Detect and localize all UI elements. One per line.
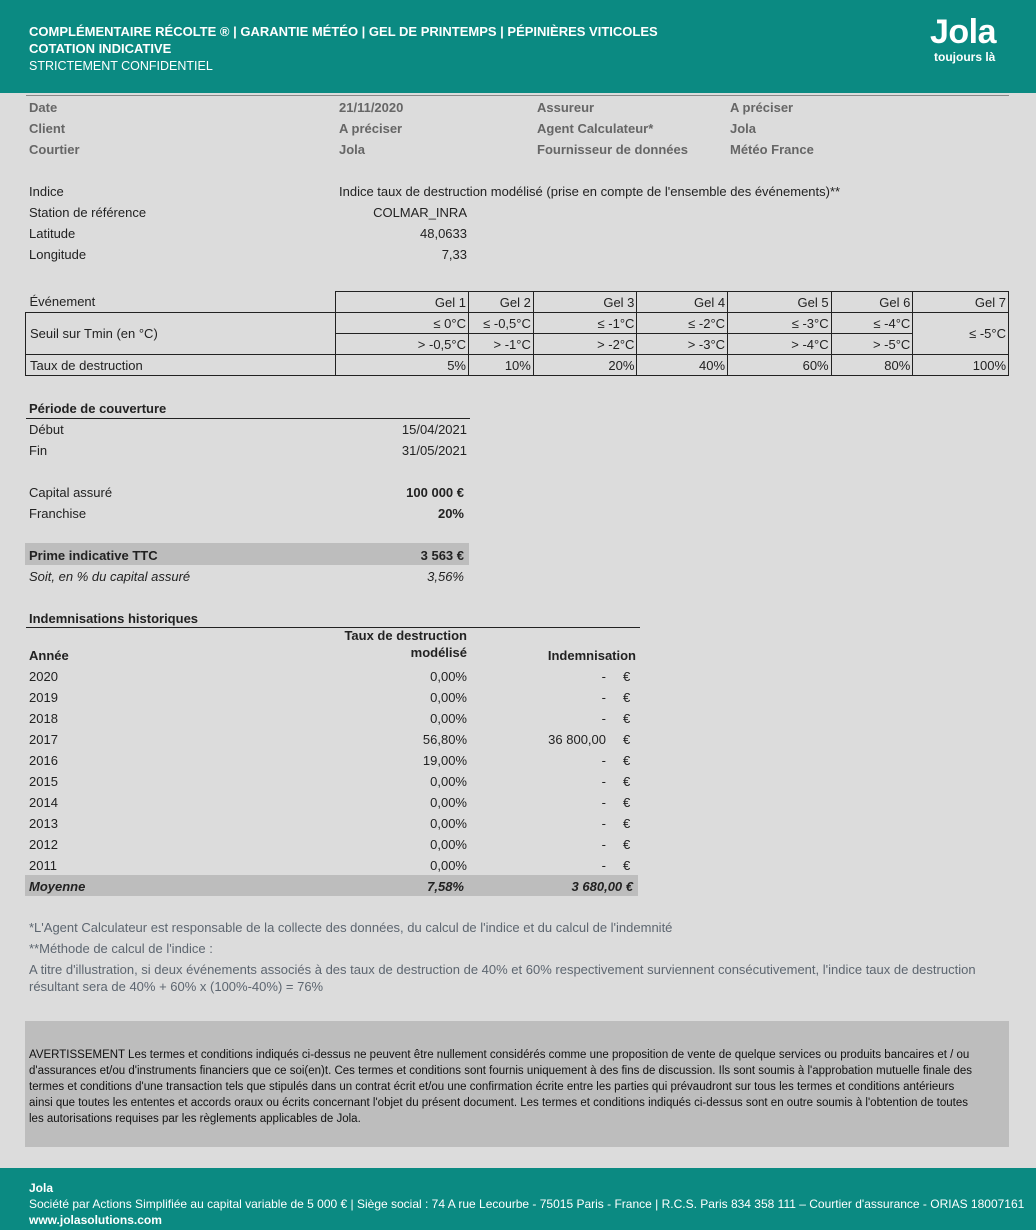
debut-value: 15/04/2021 <box>401 422 467 437</box>
longitude-label: Longitude <box>29 247 87 262</box>
history-rate: 0,00% <box>430 795 467 810</box>
seuil-upper: ≤ -1°C <box>533 313 637 334</box>
fin-label: Fin <box>29 443 48 458</box>
history-amount: - <box>601 858 606 873</box>
logo-name: Jola <box>930 13 997 51</box>
page-header <box>0 0 1036 93</box>
franchise-label: Franchise <box>29 506 87 521</box>
client-label: Client <box>29 121 66 136</box>
fournisseur-label: Fournisseur de données <box>537 142 688 157</box>
confidentiality-label: STRICTEMENT CONFIDENTIEL <box>29 59 213 73</box>
history-amount: - <box>601 837 606 852</box>
latitude-value: 48,0633 <box>420 226 467 241</box>
station-label: Station de référence <box>29 205 147 220</box>
event-header: Gel 4 <box>637 292 728 313</box>
history-currency: € <box>623 753 631 768</box>
taux-value: 5% <box>335 355 468 376</box>
seuil-row-upper <box>26 313 1009 334</box>
history-currency: € <box>623 711 631 726</box>
history-year: 2012 <box>29 837 58 852</box>
product-title: COMPLÉMENTAIRE RÉCOLTE ® | GARANTIE MÉTÉO | GEL DE PRINTEMPS | PÉPINIÈRES VITICOLES <box>29 24 658 39</box>
history-amount: - <box>601 795 606 810</box>
history-currency: € <box>623 816 631 831</box>
taux-value: 100% <box>913 355 1009 376</box>
seuil-lower: > -1°C <box>469 334 534 355</box>
prime-label: Prime indicative TTC <box>29 548 158 563</box>
history-rate: 56,80% <box>422 732 467 747</box>
warning-box <box>25 1021 1009 1147</box>
history-currency: € <box>623 732 631 747</box>
seuil-lower: > -0,5°C <box>335 334 468 355</box>
footer-legal: Société par Actions Simplifiée au capital variable de 5 000 € | Siège social : 74 A rue Lecourbe - 75015 Paris - France | R.C.S. Paris 834 358 111 – Courtier d'assurance - ORIAS 18007161 <box>29 1197 1025 1211</box>
franchise-value: 20% <box>437 506 464 521</box>
history-year: 2017 <box>29 732 58 747</box>
latitude-label: Latitude <box>29 226 76 241</box>
history-currency: € <box>623 669 631 684</box>
event-header: Gel 2 <box>469 292 534 313</box>
footer-website-link[interactable]: www.jolasolutions.com <box>29 1213 162 1227</box>
history-rate: 0,00% <box>430 837 467 852</box>
history-year: 2013 <box>29 816 58 831</box>
courtier-label: Courtier <box>29 142 80 157</box>
history-currency: € <box>623 774 631 789</box>
event-header: Gel 5 <box>728 292 832 313</box>
history-year: 2011 <box>29 858 57 873</box>
history-currency: € <box>623 690 631 705</box>
event-header: Gel 6 <box>831 292 913 313</box>
avg-amount: 3 680,00 € <box>571 879 633 894</box>
event-row <box>26 292 1009 313</box>
indice-value: Indice taux de destruction modélisé (prise en compte de l'ensemble des événements)** <box>339 184 841 199</box>
history-col-rate-l1: Taux de destruction <box>344 628 467 643</box>
history-year: 2019 <box>29 690 58 705</box>
seuil-upper: ≤ -4°C <box>831 313 913 334</box>
event-label: Événement <box>26 292 336 313</box>
seuil-upper: ≤ -5°C <box>913 313 1009 355</box>
note-method-line1: A titre d'illustration, si deux événements associés à des taux de destruction de 40% et 60% respectivement surviennent consécutivement, l'indice taux de destruction <box>29 962 976 977</box>
capital-value: 100 000 € <box>406 485 464 500</box>
taux-value: 40% <box>637 355 728 376</box>
station-value: COLMAR_INRA <box>373 205 467 220</box>
note-method-title: **Méthode de calcul de l'indice : <box>29 941 213 956</box>
history-amount: - <box>601 669 606 684</box>
agent-value: Jola <box>730 121 757 136</box>
longitude-value: 7,33 <box>441 247 467 262</box>
seuil-label: Seuil sur Tmin (en °C) <box>26 313 336 355</box>
taux-value: 10% <box>469 355 534 376</box>
history-col-rate-l2: modélisé <box>410 645 467 660</box>
taux-value: 60% <box>728 355 832 376</box>
history-title: Indemnisations historiques <box>29 611 199 626</box>
history-year: 2020 <box>29 669 58 684</box>
history-year: 2018 <box>29 711 58 726</box>
history-amount: - <box>601 774 606 789</box>
history-col-year: Année <box>29 648 69 663</box>
avg-label: Moyenne <box>29 879 86 894</box>
taux-row <box>26 355 1009 376</box>
seuil-upper: ≤ -2°C <box>637 313 728 334</box>
header-divider <box>26 95 1009 96</box>
courtier-value: Jola <box>339 142 366 157</box>
history-rate: 19,00% <box>422 753 467 768</box>
client-value: A préciser <box>339 121 403 136</box>
history-amount: - <box>601 753 606 768</box>
history-amount: - <box>601 711 606 726</box>
footer-company: Jola <box>29 1181 54 1195</box>
history-rate: 0,00% <box>430 774 467 789</box>
history-rate: 0,00% <box>430 711 467 726</box>
assureur-value: A préciser <box>730 100 794 115</box>
fin-value: 31/05/2021 <box>401 443 467 458</box>
avg-rate: 7,58% <box>427 879 464 894</box>
soit-value: 3,56% <box>427 569 464 584</box>
debut-label: Début <box>29 422 64 437</box>
date-label: Date <box>29 100 58 115</box>
indice-label: Indice <box>29 184 64 199</box>
history-currency: € <box>623 837 631 852</box>
coverage-title: Période de couverture <box>29 401 167 416</box>
taux-value: 20% <box>533 355 637 376</box>
soit-label: Soit, en % du capital assuré <box>29 569 191 584</box>
seuil-lower: > -2°C <box>533 334 637 355</box>
history-amount: - <box>601 816 606 831</box>
coverage-divider <box>26 418 470 419</box>
taux-label: Taux de destruction <box>26 355 336 376</box>
page-footer <box>0 1168 1036 1230</box>
seuil-upper: ≤ -3°C <box>728 313 832 334</box>
history-rate: 0,00% <box>430 858 467 873</box>
history-col-indem: Indemnisation <box>547 648 636 663</box>
seuil-upper: ≤ 0°C <box>335 313 468 334</box>
jola-logo <box>930 14 1014 64</box>
assureur-label: Assureur <box>537 100 595 115</box>
history-rate: 0,00% <box>430 690 467 705</box>
warning-text: AVERTISSEMENT Les termes et conditions indiqués ci-dessus ne peuvent être nullement considérés comme une proposition de vente de quelque services ou produits bancaires et / ou d'assurances et/ou d'instruments financiers que ce soi(en)t. Ces termes et conditions sont fournis uniquement à des fins de discussion. Ils sont soumis à l'approbation mutuelle finale des termes et conditions d'une transaction tels que stipulés dans un contrat écrit et/ou une confirmation écrite entre les parties qui prévaudront sur tous les termes et conditions antérieurs ainsi que toutes les ententes et accords oraux ou écrits concernant l'objet du présent document. Les termes et conditions indiqués ci-dessus sont en outre soumis à l'obtention de toutes les autorisations requises par les règlements applicables de Jola. <box>29 1049 973 1125</box>
history-rate: 0,00% <box>430 669 467 684</box>
seuil-lower: > -3°C <box>637 334 728 355</box>
history-amount: 36 800,00 <box>548 732 606 747</box>
history-currency: € <box>623 858 631 873</box>
note-method-line2: résultant sera de 40% + 60% x (100%-40%) = 76% <box>29 979 324 994</box>
taux-value: 80% <box>831 355 913 376</box>
seuil-upper: ≤ -0,5°C <box>469 313 534 334</box>
agent-label: Agent Calculateur* <box>537 121 654 136</box>
event-table <box>25 291 1009 376</box>
history-year: 2014 <box>29 795 58 810</box>
date-value: 21/11/2020 <box>339 100 404 115</box>
prime-value: 3 563 € <box>420 548 464 563</box>
event-header: Gel 1 <box>335 292 468 313</box>
history-amount: - <box>601 690 606 705</box>
event-header: Gel 3 <box>533 292 637 313</box>
history-rate: 0,00% <box>430 816 467 831</box>
logo-tagline: toujours là <box>934 50 996 64</box>
capital-label: Capital assuré <box>29 485 113 500</box>
fournisseur-value: Météo France <box>730 142 814 157</box>
history-year: 2016 <box>29 753 58 768</box>
seuil-lower: > -4°C <box>728 334 832 355</box>
event-header: Gel 7 <box>913 292 1009 313</box>
history-currency: € <box>623 795 631 810</box>
history-year: 2015 <box>29 774 58 789</box>
quote-type: COTATION INDICATIVE <box>29 41 172 56</box>
note-agent: *L'Agent Calculateur est responsable de la collecte des données, du calcul de l'indice et du calcul de l'indemnité <box>29 920 673 935</box>
seuil-lower: > -5°C <box>831 334 913 355</box>
